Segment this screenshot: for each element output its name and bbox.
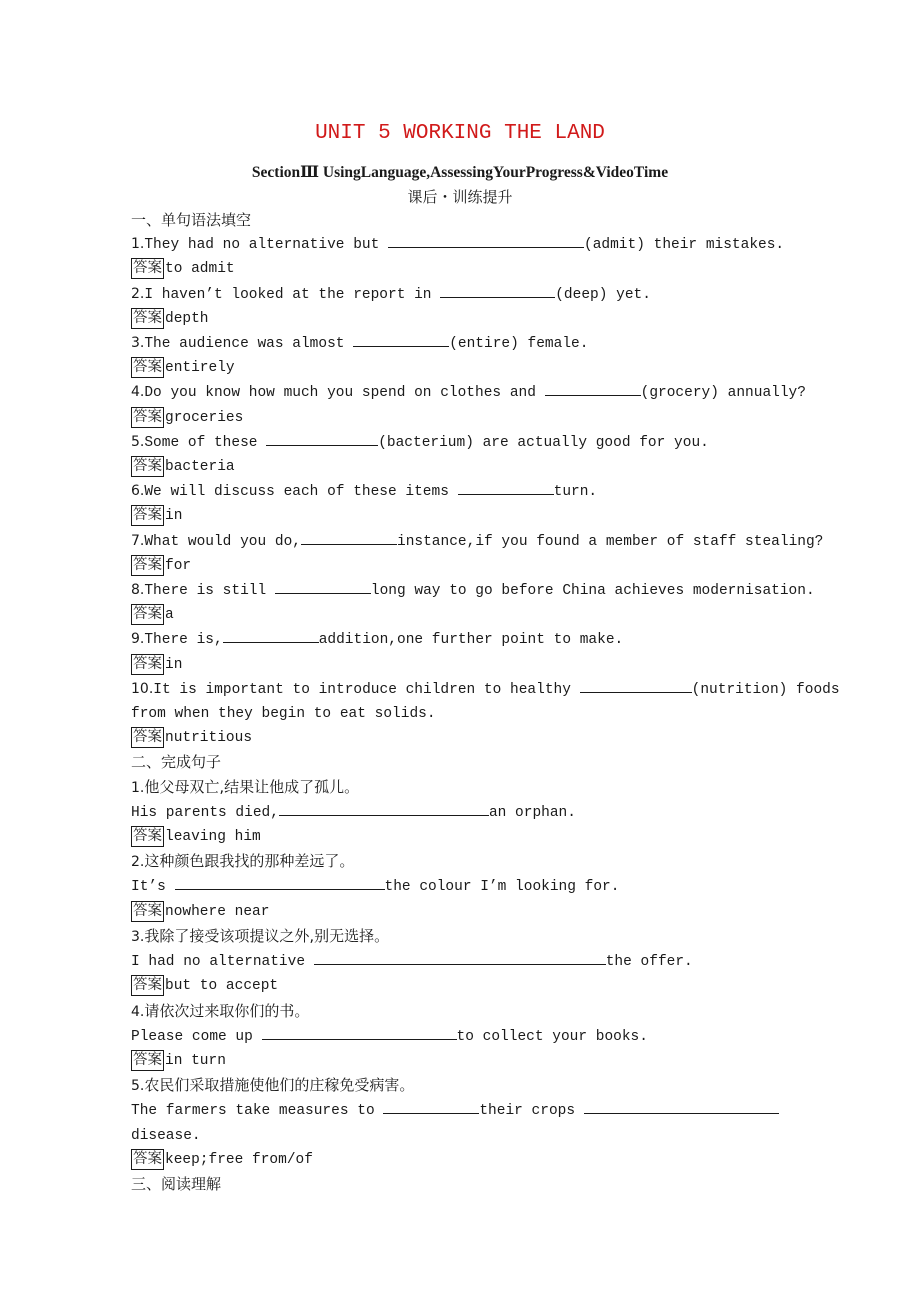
answer-text: to admit <box>165 261 235 278</box>
exercise-body <box>131 208 840 1196</box>
answer-blank <box>223 627 319 643</box>
question-text: It is important to introduce children to healthy <box>153 681 580 698</box>
question-text: Some of these <box>144 434 267 451</box>
answer-text: nutritious <box>165 730 253 747</box>
translation-prompt <box>131 924 801 949</box>
question-number: 1. <box>131 236 145 253</box>
question-text: Do you know how much you spend on clothes and <box>144 385 545 402</box>
question-text: (bacterium) are actually good for you. <box>378 434 709 451</box>
translation-prompt <box>131 999 801 1024</box>
answer-row <box>131 726 801 750</box>
answer-badge: 答案 <box>131 456 164 477</box>
question-2 <box>131 282 801 307</box>
answer-row <box>131 1148 801 1172</box>
sentence-continued: disease. <box>131 1127 201 1144</box>
question-text: (deep) yet. <box>555 286 651 303</box>
question-number: 3. <box>131 335 145 352</box>
question-text: addition,one further point to make. <box>318 632 624 649</box>
answer-blank <box>266 430 378 446</box>
chinese-sentence: 农民们采取措施使他们的庄稼免受病害。 <box>144 1076 415 1095</box>
question-9 <box>131 627 801 652</box>
answer-row <box>131 603 801 627</box>
question-text: Please come up <box>131 1028 262 1045</box>
question-text: His parents died, <box>131 804 279 821</box>
question-text: I had no alternative <box>131 954 314 971</box>
question-text: The farmers take measures to <box>131 1103 384 1120</box>
answer-row <box>131 257 801 281</box>
question-7 <box>131 529 824 554</box>
question-number: 8. <box>131 582 145 599</box>
question-5 <box>131 430 801 455</box>
question-text: to collect your books. <box>456 1028 648 1045</box>
answer-blank <box>440 282 555 298</box>
answer-badge: 答案 <box>131 555 164 576</box>
chinese-sentence: 这种颜色跟我找的那种差远了。 <box>144 852 355 871</box>
question-text: the colour I’m looking for. <box>384 879 620 896</box>
question-text: long way to go before China achieves modernisation. <box>370 583 815 600</box>
question-text: (entire) female. <box>449 336 589 353</box>
sentence-completion <box>131 874 801 899</box>
answer-blank <box>175 874 385 890</box>
answer-blank <box>301 529 397 545</box>
answer-row <box>131 455 801 479</box>
answer-text: entirely <box>165 360 235 377</box>
answer-badge: 答案 <box>131 727 164 748</box>
question-4 <box>131 380 806 405</box>
answer-text: groceries <box>165 409 244 426</box>
answer-row <box>131 406 801 430</box>
answer-text: bacteria <box>165 459 235 476</box>
answer-badge: 答案 <box>131 258 164 279</box>
answer-badge: 答案 <box>131 1149 164 1170</box>
question-text: There is, <box>144 632 223 649</box>
question-text: It’s <box>131 879 175 896</box>
sentence-completion <box>131 1024 801 1049</box>
question-text: (nutrition) foods <box>691 681 840 698</box>
sentence-completion <box>131 1098 801 1123</box>
sentence-completion <box>131 800 801 825</box>
answer-row <box>131 504 801 528</box>
answer-blank <box>314 949 606 965</box>
question-number: 4. <box>131 1003 145 1020</box>
answer-row <box>131 825 801 849</box>
chinese-sentence: 我除了接受该项提议之外,别无选择。 <box>144 926 390 945</box>
answer-text: for <box>165 557 192 574</box>
answer-text: in <box>165 656 183 673</box>
answer-badge: 答案 <box>131 975 164 996</box>
chinese-sentence: 他父母双亡,结果让他成了孤儿。 <box>144 777 360 796</box>
question-text: an orphan. <box>488 804 576 821</box>
question-number: 5. <box>131 1078 145 1095</box>
answer-badge: 答案 <box>131 604 164 625</box>
answer-row <box>131 653 801 677</box>
answer-badge: 答案 <box>131 505 164 526</box>
question-text: I haven’t looked at the report in <box>144 286 441 303</box>
answer-text: a <box>165 607 174 624</box>
question-number: 4. <box>131 384 145 401</box>
question-8 <box>131 578 815 603</box>
answer-text: keep;free from/of <box>165 1151 313 1168</box>
answer-badge: 答案 <box>131 308 164 329</box>
section-title: SectionⅢ UsingLanguage,AssessingYourProgress&VideoTime <box>251 164 669 181</box>
answer-blank <box>353 331 449 347</box>
answer-blank <box>584 1098 779 1114</box>
answer-row <box>131 554 801 578</box>
answer-badge: 答案 <box>131 357 164 378</box>
question-number: 3. <box>131 928 145 945</box>
answer-blank <box>275 578 371 594</box>
answer-blank <box>458 479 554 495</box>
question-text: turn. <box>553 484 598 501</box>
question-number: 2. <box>131 285 145 302</box>
chinese-sentence: 请依次过来取你们的书。 <box>144 1001 310 1020</box>
answer-blank <box>545 380 641 396</box>
answer-row <box>131 307 801 331</box>
question-3 <box>131 331 801 356</box>
answer-badge: 答案 <box>131 901 164 922</box>
answer-blank <box>383 1098 479 1114</box>
answer-text: leaving him <box>165 829 261 846</box>
answer-blank <box>262 1024 457 1040</box>
question-number: 10. <box>131 680 154 697</box>
answer-blank <box>279 800 489 816</box>
sentence-completion <box>131 949 801 974</box>
answer-row <box>131 900 801 924</box>
question-text: What would you do, <box>144 533 301 550</box>
question-1 <box>131 232 801 257</box>
part1-heading: 一、单句语法填空 <box>131 211 252 229</box>
answer-badge: 答案 <box>131 826 164 847</box>
question-10 <box>131 677 840 702</box>
question-text: (grocery) annually? <box>640 385 806 402</box>
translation-prompt <box>131 1073 801 1098</box>
question-text: instance,if you found a member of staff stealing? <box>397 533 824 550</box>
answer-badge: 答案 <box>131 1050 164 1071</box>
answer-blank <box>388 232 584 248</box>
question-text: We will discuss each of these items <box>144 484 458 501</box>
part3-heading: 三、阅读理解 <box>131 1174 222 1193</box>
answer-text: nowhere near <box>165 903 270 920</box>
question-text: They had no alternative but <box>144 237 388 254</box>
answer-badge: 答案 <box>131 654 164 675</box>
question-number: 2. <box>131 854 145 871</box>
translation-prompt <box>131 775 801 800</box>
question-text: their crops <box>479 1103 584 1120</box>
part2-heading: 二、完成句子 <box>131 753 222 772</box>
question-number: 6. <box>131 483 145 500</box>
question-number: 1. <box>131 779 145 796</box>
answer-row <box>131 974 801 998</box>
answer-text: in turn <box>165 1052 226 1069</box>
answer-badge: 答案 <box>131 407 164 428</box>
question-text: the offer. <box>605 954 693 971</box>
answer-row <box>131 356 801 380</box>
question-number: 5. <box>131 433 145 450</box>
answer-text: but to accept <box>165 978 279 995</box>
translation-prompt <box>131 849 801 874</box>
question-number: 7. <box>131 532 145 549</box>
answer-text: depth <box>165 310 209 327</box>
unit-title: UNIT 5 WORKING THE LAND <box>315 122 605 145</box>
answer-row <box>131 1049 801 1073</box>
question-10-continued: from when they begin to eat solids. <box>131 706 436 723</box>
answer-blank <box>580 677 692 693</box>
question-text: The audience was almost <box>144 336 354 353</box>
question-text: There is still <box>144 583 275 600</box>
question-6 <box>131 479 801 504</box>
question-number: 9. <box>131 631 145 648</box>
question-text: (admit) their mistakes. <box>584 237 785 254</box>
answer-text: in <box>165 508 183 525</box>
subsection-title: 课后・训练提升 <box>407 188 513 206</box>
